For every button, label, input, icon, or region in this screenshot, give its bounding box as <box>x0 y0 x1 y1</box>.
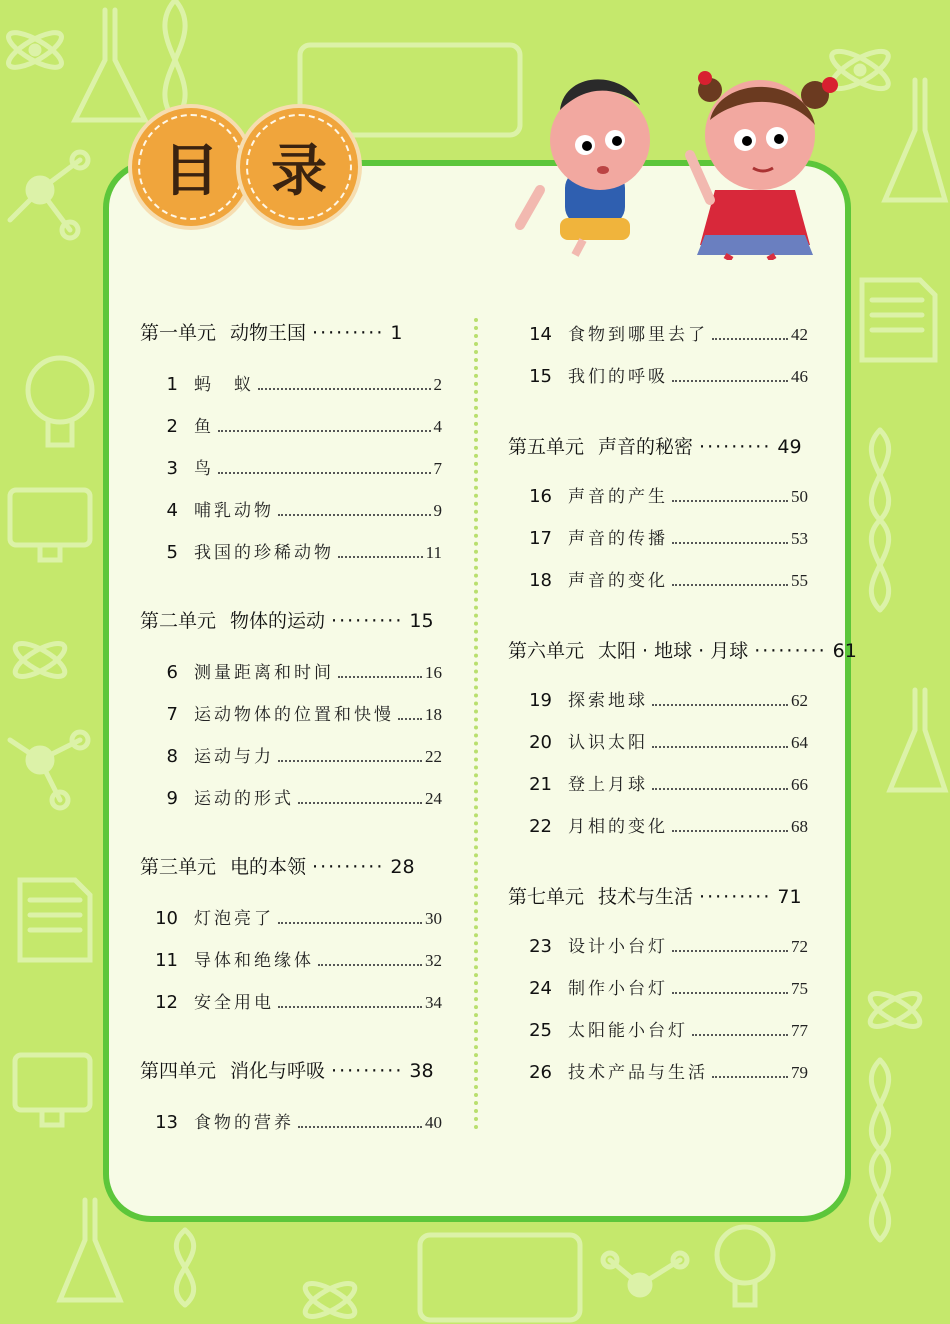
lesson-title: 测量距离和时间 <box>194 663 334 683</box>
atom-icon <box>4 26 66 73</box>
lesson-title: 声音的传播 <box>568 529 668 549</box>
lesson-number: 17 <box>529 528 552 549</box>
lesson-number: 15 <box>529 366 552 387</box>
unit-heading[interactable] <box>140 852 445 879</box>
unit-name: 动物王国 <box>230 322 307 344</box>
lesson-number: 8 <box>166 746 178 767</box>
unit-name: 消化与呼吸 <box>230 1060 326 1082</box>
lesson-entry[interactable] <box>150 988 442 1013</box>
document-icon <box>20 880 90 960</box>
lesson-page-number: 42 <box>791 325 808 344</box>
lesson-title: 哺乳动物 <box>194 501 274 521</box>
leader-dots <box>338 676 422 678</box>
leader-dots <box>672 992 788 994</box>
lesson-title: 蚂 蚁 <box>194 375 254 395</box>
lesson-title: 运动物体的位置和快慢 <box>194 705 394 725</box>
lesson-page-number: 64 <box>791 733 808 752</box>
lesson-page-number: 2 <box>433 375 442 394</box>
unit-title: 第七单元 <box>508 886 585 908</box>
lesson-entry[interactable] <box>150 454 442 479</box>
unit-heading[interactable] <box>508 882 813 909</box>
unit-name: 声音的秘密 <box>598 436 694 458</box>
leader-dots <box>672 542 788 544</box>
lesson-entry[interactable] <box>524 728 808 753</box>
lesson-title: 安全用电 <box>194 993 274 1013</box>
lesson-number: 2 <box>166 416 178 437</box>
leader-dots <box>672 500 788 502</box>
leader-dots <box>338 556 423 558</box>
lesson-title: 太阳能小台灯 <box>568 1021 688 1041</box>
lesson-page-number: 40 <box>425 1113 442 1132</box>
title-badge-1 <box>132 108 250 226</box>
lesson-number: 25 <box>529 1020 552 1041</box>
lesson-entry[interactable] <box>150 904 442 929</box>
lesson-title: 探索地球 <box>568 691 648 711</box>
dna-helix-icon <box>176 1230 193 1305</box>
lesson-number: 26 <box>529 1062 552 1083</box>
lesson-page-number: 79 <box>791 1063 808 1082</box>
lesson-title: 导体和绝缘体 <box>194 951 314 971</box>
lesson-entry[interactable] <box>150 496 442 521</box>
lesson-number: 13 <box>155 1112 178 1133</box>
lesson-page-number: 18 <box>425 705 442 724</box>
lesson-entry[interactable] <box>524 1016 808 1041</box>
document-icon <box>862 280 935 360</box>
lesson-entry[interactable] <box>150 412 442 437</box>
leader-dots <box>218 430 431 432</box>
leader-dots <box>258 388 431 390</box>
lesson-title: 鱼 <box>194 417 214 437</box>
flask-icon <box>890 690 945 790</box>
lesson-page-number: 75 <box>791 979 808 998</box>
lesson-number: 4 <box>166 500 178 521</box>
lesson-entry[interactable] <box>524 686 808 711</box>
unit-name: 技术与生活 <box>598 886 694 908</box>
cartoon-girl-icon <box>690 71 838 260</box>
lesson-entry[interactable] <box>150 784 442 809</box>
lesson-entry[interactable] <box>150 700 442 725</box>
lesson-page-number: 11 <box>425 543 442 562</box>
lesson-title: 声音的变化 <box>568 571 668 591</box>
unit-name: 物体的运动 <box>230 610 326 632</box>
unit-page-number: 49 <box>777 436 802 458</box>
unit-heading[interactable] <box>508 636 857 663</box>
lesson-page-number: 55 <box>791 571 808 590</box>
lesson-page-number: 53 <box>791 529 808 548</box>
lesson-title: 食物到哪里去了 <box>568 325 708 345</box>
monitor-icon <box>10 490 90 560</box>
lesson-title: 设计小台灯 <box>568 937 668 957</box>
dna-helix-icon <box>871 1060 888 1240</box>
leader-dots: ········· <box>699 886 772 908</box>
lesson-title: 灯泡亮了 <box>194 909 274 929</box>
lesson-number: 6 <box>166 662 178 683</box>
unit-title: 第五单元 <box>508 436 585 458</box>
lesson-title: 我国的珍稀动物 <box>194 543 334 563</box>
lesson-title: 食物的营养 <box>194 1113 294 1133</box>
lesson-entry[interactable] <box>524 1058 808 1083</box>
atom-icon <box>866 987 924 1032</box>
dna-helix-icon <box>871 430 888 610</box>
lesson-number: 22 <box>529 816 552 837</box>
lesson-number: 9 <box>166 788 178 809</box>
flask-icon <box>60 1200 120 1300</box>
lesson-page-number: 34 <box>425 993 442 1012</box>
unit-title: 第一单元 <box>140 322 217 344</box>
lesson-number: 1 <box>166 374 178 395</box>
lesson-title: 我们的呼吸 <box>568 367 668 387</box>
lesson-entry[interactable] <box>524 362 808 387</box>
leader-dots: ········· <box>312 322 385 344</box>
light-bulb-icon <box>28 358 92 445</box>
lesson-entry[interactable] <box>524 524 808 549</box>
unit-page-number: 61 <box>832 640 857 662</box>
cartoon-characters <box>505 40 865 260</box>
flask-icon <box>885 80 945 200</box>
leader-dots <box>692 1034 788 1036</box>
unit-heading[interactable] <box>140 318 445 345</box>
cartoon-boy-icon <box>520 79 650 255</box>
lesson-page-number: 30 <box>425 909 442 928</box>
leader-dots <box>672 380 788 382</box>
unit-heading[interactable] <box>140 1056 445 1083</box>
lesson-number: 21 <box>529 774 552 795</box>
leader-dots: ········· <box>331 1060 404 1082</box>
lesson-title: 技术产品与生活 <box>568 1063 708 1083</box>
unit-page-number: 38 <box>409 1060 434 1082</box>
title-badge-2 <box>240 108 358 226</box>
leader-dots <box>712 1076 788 1078</box>
lesson-entry[interactable] <box>524 932 808 957</box>
lesson-page-number: 16 <box>425 663 442 682</box>
lesson-title: 鸟 <box>194 459 214 479</box>
lesson-number: 20 <box>529 732 552 753</box>
leader-dots: ········· <box>754 640 827 662</box>
lesson-page-number: 22 <box>425 747 442 766</box>
lesson-page-number: 50 <box>791 487 808 506</box>
lesson-entry[interactable] <box>150 538 442 563</box>
lesson-page-number: 4 <box>433 417 442 436</box>
lesson-page-number: 46 <box>791 367 808 386</box>
unit-title: 第二单元 <box>140 610 217 632</box>
lesson-entry[interactable] <box>524 812 808 837</box>
lesson-number: 19 <box>529 690 552 711</box>
page-title-char-1: 目 <box>163 138 219 204</box>
lesson-page-number: 77 <box>791 1021 808 1040</box>
lesson-page-number: 66 <box>791 775 808 794</box>
monitor-icon <box>420 1235 580 1320</box>
flask-icon <box>75 10 145 120</box>
lesson-title: 登上月球 <box>568 775 648 795</box>
leader-dots <box>298 802 422 804</box>
unit-page-number: 28 <box>390 856 415 878</box>
lesson-entry[interactable] <box>150 1108 442 1133</box>
lesson-number: 7 <box>166 704 178 725</box>
lesson-number: 11 <box>155 950 178 971</box>
column-divider <box>474 318 478 1130</box>
lesson-entry[interactable] <box>524 770 808 795</box>
lesson-page-number: 24 <box>425 789 442 808</box>
unit-heading[interactable] <box>140 606 445 633</box>
unit-title: 第四单元 <box>140 1060 217 1082</box>
leader-dots <box>652 746 788 748</box>
lesson-entry[interactable] <box>150 946 442 971</box>
leader-dots <box>672 830 788 832</box>
lesson-number: 12 <box>155 992 178 1013</box>
lesson-entry[interactable] <box>524 320 808 345</box>
leader-dots <box>398 718 422 720</box>
leader-dots <box>278 922 422 924</box>
molecule-icon <box>10 152 88 238</box>
lesson-number: 5 <box>166 542 178 563</box>
leader-dots <box>712 338 788 340</box>
leader-dots <box>652 788 788 790</box>
lesson-entry[interactable] <box>150 658 442 683</box>
lesson-title: 运动的形式 <box>194 789 294 809</box>
lesson-number: 10 <box>155 908 178 929</box>
lesson-title: 声音的产生 <box>568 487 668 507</box>
lesson-number: 14 <box>529 324 552 345</box>
atom-icon <box>301 1277 359 1322</box>
lesson-entry[interactable] <box>150 742 442 767</box>
lesson-page-number: 7 <box>433 459 442 478</box>
leader-dots <box>278 760 422 762</box>
lesson-number: 24 <box>529 978 552 999</box>
unit-name: 电的本领 <box>230 856 307 878</box>
light-bulb-icon <box>717 1227 773 1305</box>
lesson-title: 运动与力 <box>194 747 274 767</box>
page-title-char-2: 录 <box>271 138 327 204</box>
lesson-entry[interactable] <box>524 566 808 591</box>
unit-page-number: 1 <box>390 322 403 344</box>
leader-dots <box>672 584 788 586</box>
leader-dots <box>318 964 422 966</box>
leader-dots <box>652 704 788 706</box>
lesson-page-number: 9 <box>433 501 442 520</box>
unit-page-number: 15 <box>409 610 434 632</box>
lesson-title: 认识太阳 <box>568 733 648 753</box>
lesson-page-number: 72 <box>791 937 808 956</box>
lesson-entry[interactable] <box>150 370 442 395</box>
lesson-number: 23 <box>529 936 552 957</box>
unit-name: 太阳 · 地球 · 月球 <box>598 640 749 662</box>
lesson-entry[interactable] <box>524 482 808 507</box>
leader-dots <box>278 1006 422 1008</box>
unit-title: 第三单元 <box>140 856 217 878</box>
atom-icon <box>11 637 69 682</box>
lesson-page-number: 62 <box>791 691 808 710</box>
monitor-icon <box>15 1055 90 1125</box>
lesson-title: 月相的变化 <box>568 817 668 837</box>
leader-dots <box>672 950 788 952</box>
unit-page-number: 71 <box>777 886 802 908</box>
lesson-page-number: 32 <box>425 951 442 970</box>
unit-heading[interactable] <box>508 432 813 459</box>
molecule-icon <box>10 732 88 808</box>
lesson-number: 3 <box>166 458 178 479</box>
leader-dots: ········· <box>699 436 772 458</box>
leader-dots <box>298 1126 422 1128</box>
lesson-number: 18 <box>529 570 552 591</box>
leader-dots: ········· <box>312 856 385 878</box>
lesson-number: 16 <box>529 486 552 507</box>
molecule-icon <box>603 1253 687 1295</box>
leader-dots: ········· <box>331 610 404 632</box>
lesson-page-number: 68 <box>791 817 808 836</box>
lesson-entry[interactable] <box>524 974 808 999</box>
leader-dots <box>278 514 431 516</box>
leader-dots <box>218 472 431 474</box>
lesson-title: 制作小台灯 <box>568 979 668 999</box>
unit-title: 第六单元 <box>508 640 585 662</box>
